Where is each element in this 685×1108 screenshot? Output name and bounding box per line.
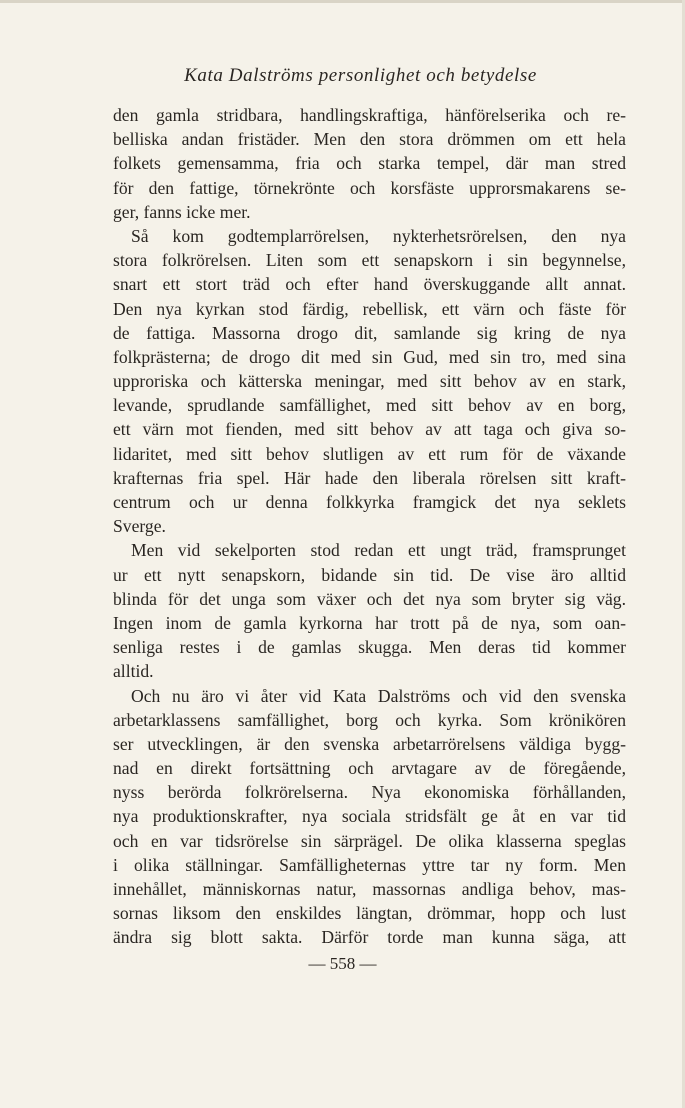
text-line: Så kom godtemplarrörelsen, nykterhetsrörelsen, den nya — [131, 225, 626, 246]
text-line: nad en direkt fortsättning och arvtagare av de föregående, — [113, 758, 626, 779]
text-line: levande, sprudlande samfällighet, med sitt behov av en borg, — [113, 395, 626, 416]
text-line: senliga restes i de gamlas skugga. Men deras tid kommer — [113, 637, 626, 658]
text-line: centrum och ur denna folkkyrka framgick det nya seklets — [113, 492, 626, 512]
text-line: ur ett nytt senapskorn, bidande sin tid. De vise äro alltid — [113, 564, 626, 585]
text-line: innehållet, människornas natur, massornas andliga behov, mas- — [113, 879, 626, 899]
text-line: stora folkrörelsen. Liten som ett senapskorn i sin begynnelse, — [113, 250, 626, 271]
text-line: nya produktionskrafter, nya sociala stridsfält ge åt en var tid — [113, 806, 626, 827]
text-line: upproriska och kätterska meningar, med sitt behov av en stark, — [113, 371, 626, 392]
text-line: Men vid sekelporten stod redan ett ungt träd, framsprunget — [131, 540, 626, 561]
body-text — [113, 103, 626, 950]
text-line: sornas liksom den enskildes längtan, drömmar, hopp och lust — [113, 903, 626, 924]
text-line: folkets gemensamma, fria och starka tempel, där man stred — [113, 153, 626, 174]
page-edge-top — [0, 0, 685, 3]
text-line: krafternas fria spel. Här hade den liberala rörelsen sitt kraft- — [113, 467, 626, 488]
text-line: i olika ställningar. Samfälligheternas yttre tar ny form. Men — [113, 854, 626, 875]
text-line: alltid. — [113, 661, 154, 682]
text-line: Ingen inom de gamla kyrkorna har trott på de nya, som oan- — [113, 612, 626, 633]
text-line: ser utvecklingen, är den svenska arbetarrörelsens väldiga bygg- — [113, 733, 626, 754]
text-line: snart ett stort träd och efter hand överskuggande allt annat. — [113, 274, 626, 295]
page-number: — 558 — — [308, 954, 377, 973]
text-line: de fattiga. Massorna drogo dit, samlande sig kring de nya — [113, 322, 626, 343]
text-line: Och nu äro vi åter vid Kata Dalströms och vid den svenska — [131, 685, 626, 706]
text-line: ett värn mot fienden, med sitt behov av att taga och giva so- — [113, 419, 626, 440]
text-line: arbetarklassens samfällighet, borg och kyrka. Som krönikören — [113, 709, 626, 730]
text-line: Den nya kyrkan stod färdig, rebellisk, ett värn och fäste för — [113, 298, 626, 319]
text-line: folkprästerna; de drogo dit med sin Gud, med sin tro, med sina — [113, 346, 626, 367]
text-line: Sverge. — [113, 516, 166, 537]
text-line: lidaritet, med sitt behov slutligen av ett rum för de växande — [113, 443, 626, 464]
text-line: ger, fanns icke mer. — [113, 201, 251, 222]
text-line: för den fattige, törnekrönte och korsfäste upprorsmakarens se- — [113, 177, 626, 198]
text-line: och en var tidsrörelse sin särprägel. De olika klasserna speglas — [113, 830, 626, 851]
text-line: belliska andan fristäder. Men den stora drömmen om ett hela — [113, 129, 626, 150]
text-line: den gamla stridbara, handlingskraftiga, hänförelserika och re- — [113, 105, 626, 125]
text-line: nyss berörda folkrörelserna. Nya ekonomiska förhållanden, — [113, 782, 626, 803]
running-head: Kata Dalströms personlighet och betydelse — [184, 65, 537, 86]
text-line: ändra sig blott sakta. Därför torde man kunna säga, att — [113, 927, 626, 948]
text-line: blinda för det unga som växer och det nya som bryter sig väg. — [113, 588, 626, 609]
